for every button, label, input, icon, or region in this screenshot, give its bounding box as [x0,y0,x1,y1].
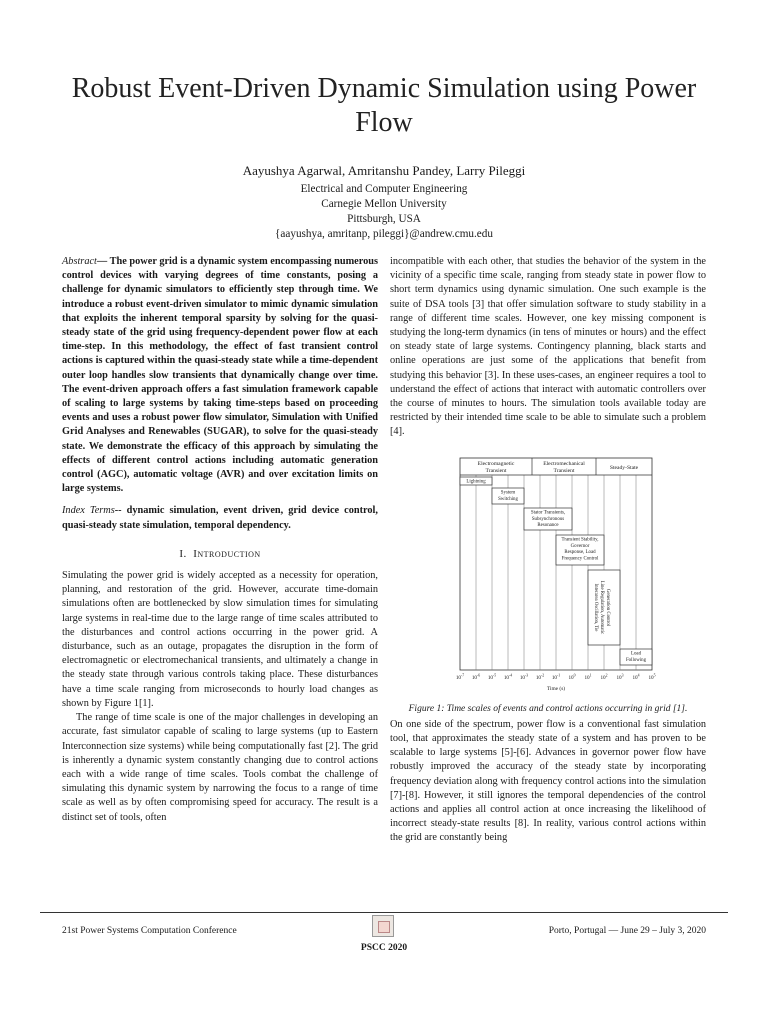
right-column [390,255,706,846]
band-label: Response, Load [564,549,596,555]
band-label: Subsynchronous [531,516,565,522]
left-column [62,255,378,825]
band-label: Load [630,651,642,657]
header-label: Electromechanical [543,460,585,467]
band-label: Resonance [537,522,559,528]
intro-paragraph-3: incompatible with each other, that studies the behavior of the system in the vicinity of a specific time scale, ranging from steady state in power flow to short term dynamics using dynamic simulation. One such example is the suite of DSA tools [3] that offer simulation software to study stability in a range of different time scales. However, one key missing component is studying the long-term dynamics (in tens of minutes or hours) and the effect on steady state of large systems. Contingency planning, black starts and online operations are just some of the applications that benefit from studying this behavior [3]. In these uses-cases, an engineer requires a tool to understand the effect of actions that interact with automatic controllers over the course of minutes to hours. The simulation tools available today are restricted by their intended time scale to be able to simulate such a problem [4]. [390,256,706,438]
index-terms [62,504,378,532]
band-label: System [500,490,516,496]
section-number: I. [179,547,187,560]
author-list: Aayushya Agarwal, Amritanshu Pandey, Larry Pileggi [242,163,526,178]
index-terms-lead: Index Terms [62,505,115,517]
band-label: Line Regulation, Automatic [599,580,604,634]
figure-1 [390,452,706,700]
band-label: Lightning [466,479,486,485]
tick-label: $10^0$ [568,673,576,681]
intro-paragraph-4: On one side of the spectrum, power flow is a conventional fast simulation tool, that approximates the steady state of a system and has proven to be scalable to large systems [5]-[6]. Advances in governor power flow have robustly improved the accuracy of the steady state by incorporating frequency deviation along with frequency control actions into the simulation [7]-[8]. However, it still ignores the temporal dependencies of the control actions and applies all control action at once increasing the likelihood of incorrect steady-state results [8]. In reality, various control actions within the grid are constantly being [390,718,706,844]
header-label: Transient [485,467,507,474]
figure-caption: Figure 1: Time scales of events and control actions occurring in grid [1]. [408,703,688,714]
header-label: Electromagnetic [477,460,515,467]
section-heading-introduction [62,547,378,561]
affiliation-dept: Electrical and Computer Engineering [300,183,468,195]
affiliation [150,182,618,242]
header-label: Transient [553,467,575,474]
band-label: Transient Stability, [561,537,599,543]
tick-label: $10^1$ [584,673,592,681]
intro-paragraph-1: Simulating the power grid is widely accepted as a necessity for operation, planning, and restoration of the grid. However, accurate time-domain simulations often are bottlenecked by slow simulation times for simulating large systems in real-time due to the large range of time scales attributed to the disturbances and control actions occurring in the power grid. A disturbance, such as an outage, propagates the disruption in the form of electromagnetic or electromechanical transients, and ultimately a change in the steady state through various controls taking place. These disturbances have a time scale ranging from microseconds to hourly load changes as shown by Figure 1[1]. [62,570,378,709]
index-terms-body: -- dynamic simulation, event driven, grid device control, quasi-steady state simulation, temporal dependency. [62,505,378,531]
band-label: Interarea Oscillation, Tie [593,583,598,632]
tick-label: $10^{-1}$ [551,673,561,681]
intro-paragraph-2: The range of time scale is one of the major challenges in developing an accurate, fast simulator capable of scaling to large systems (up to Eastern Interconnection size systems) while being computationally fast [2]. The grid is inherently a dynamic system constantly changing due to control actions each with a wide range of time scales. Tools combat the challenge of simulating this dynamic system by narrowing the focus to a range of time scale as well as by often compromising speed for accuracy. The result is a distinct set of tools, often [62,712,378,823]
time-scale-diagram [390,452,706,700]
abstract-body: — The power grid is a dynamic system encompassing numerous control devices with varying degrees of time constants, posing a challenge for dynamic simulators to efficiently step through time. We introduce a robust event-driven simulator to mimic dynamic simulation that exploits the inherent temporal sparsity by solving for the quasi-steady state of the grid using frequency-dependent power flow at each time-step. In this methodology, the effect of fast transient control actions is captured within the quasi-steady state while a time-dependent outer loop handles slow transients that dynamically change over time. The event-driven approach offers a fast simulation framework capable of scaling to large systems by taking time-steps based on proceeding events and uses a robust power flow simulator, Simulation with Unified Grid Analyses and Renewables (SUGAR), to solve for the quasi-steady state. We demonstrate the efficacy of this approach by simulating the effects of different control actions including automatic generation control (AGC), automatic voltage (AVR) and over excitation limits on large systems. [62,256,378,495]
abstract-lead: Abstract [62,256,97,267]
affiliation-location: Pittsburgh, USA [347,213,421,225]
tick-label: $10^{-7}$ [455,673,465,681]
band-label: Switching [498,496,518,502]
conference-logo-icon [372,915,394,937]
affiliation-email: {aayushya, amritanp, pileggi}@andrew.cmu.edu [275,228,493,240]
tick-label: $10^4$ [632,673,640,681]
axis-label: Time (s) [546,685,566,692]
tick-label: $10^5$ [648,673,656,681]
band-label: Stator Transients, [530,510,566,516]
tick-label: $10^2$ [600,673,608,681]
band-label: Frequency Control [561,556,599,562]
footer-divider [40,912,728,913]
header-label: Steady-State [609,464,639,471]
band-label: Following [625,657,647,663]
footer-short-name: PSCC 2020 [360,943,408,953]
band-label: Governor [570,543,590,549]
abstract [62,255,378,496]
tick-label: $10^{-2}$ [535,673,545,681]
affiliation-univ: Carnegie Mellon University [321,198,447,210]
section-title: Introduction [193,547,261,560]
footer-conference: 21st Power Systems Computation Conference [62,926,237,936]
paper-title: Robust Event-Driven Dynamic Simulation using Power Flow [71,73,697,138]
tick-label: $10^3$ [616,673,624,681]
tick-label: $10^{-3}$ [519,673,529,681]
band-label: Generation Control [605,588,610,626]
footer-location-date: Porto, Portugal — June 29 – July 3, 2020 [548,926,706,936]
tick-label: $10^{-6}$ [471,673,481,681]
tick-label: $10^{-4}$ [503,673,513,681]
tick-label: $10^{-5}$ [487,673,497,681]
